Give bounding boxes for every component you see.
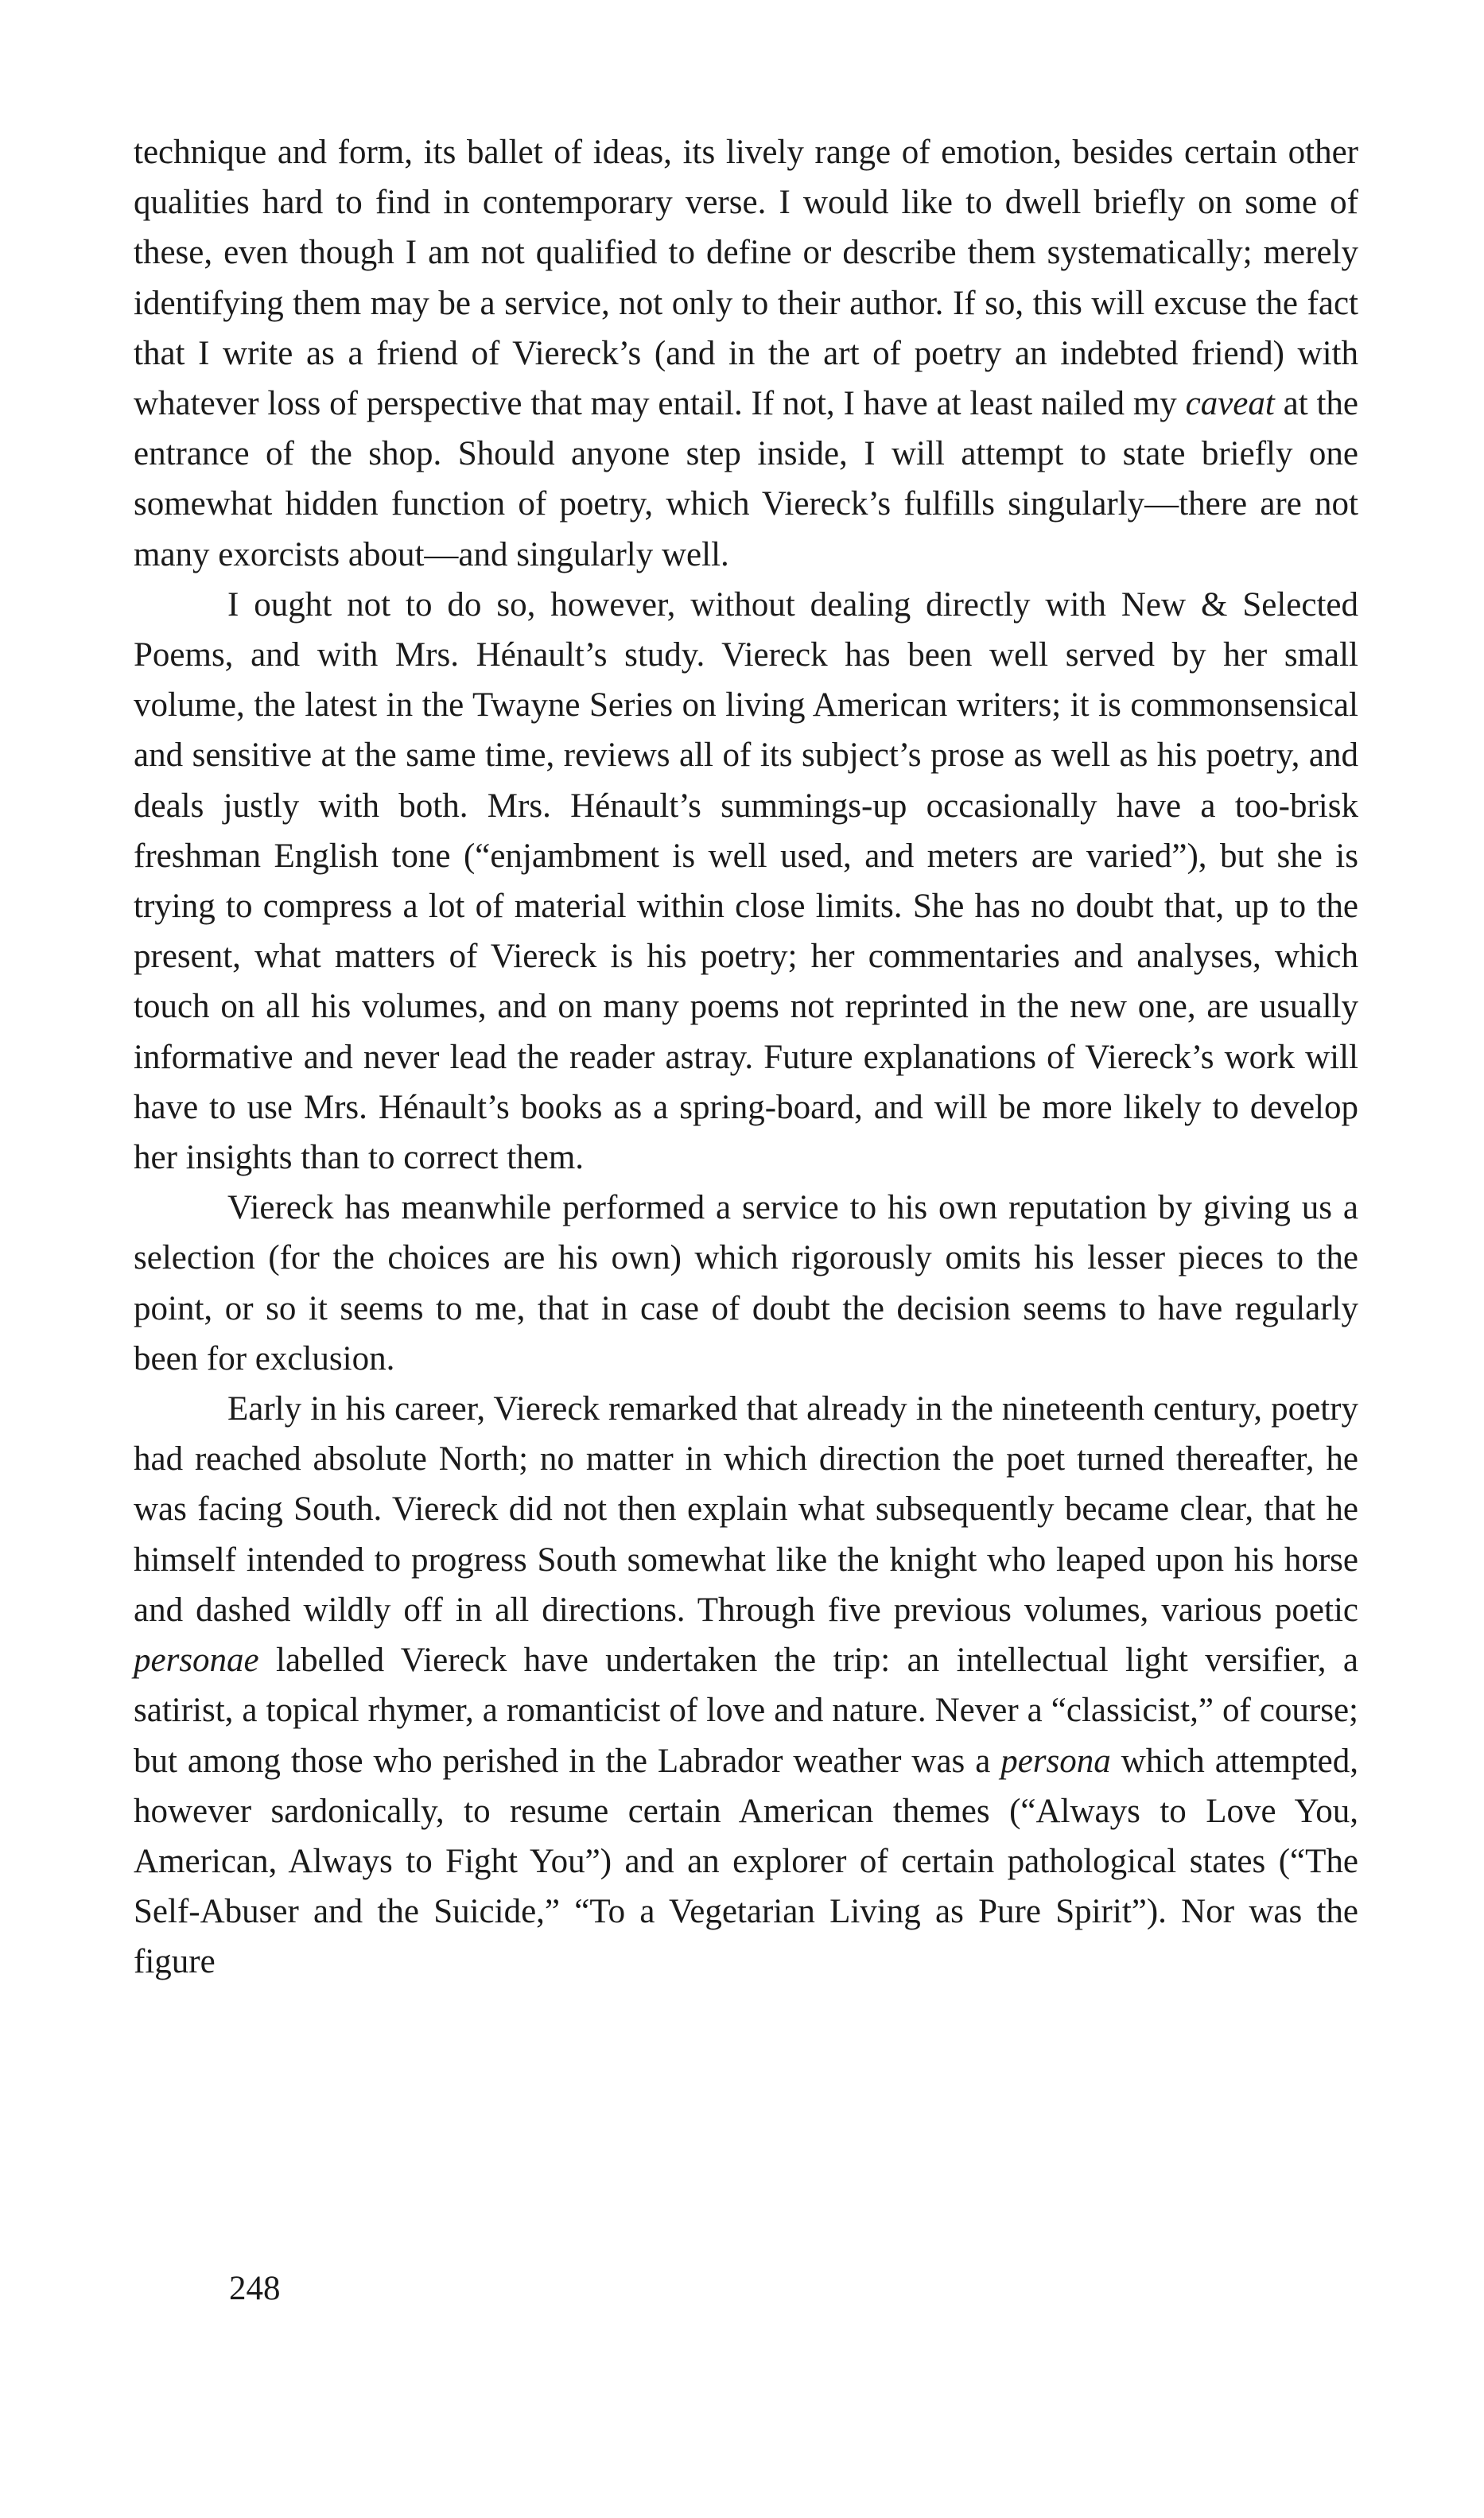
- text-run: which attempted, however sardonically, to resume certain American themes (“Always to Love You, American, Always to Fight You”) and an explorer of certain pathological states (“The Self-Abuser and the Suicide,” “To a Vegetarian Living as Pure Spirit”). Nor was the figure: [134, 1742, 1358, 1981]
- page-number: 248: [229, 2270, 281, 2307]
- italic-text-run: personae: [134, 1642, 259, 1680]
- paragraph-2: [134, 580, 1358, 1183]
- paragraph-3: [134, 1183, 1358, 1384]
- text-run: Early in his career, Viereck remarked that already in the nineteenth century, poetry had reached absolute North; no matter in which direction the poet turned thereafter, he was facing South. Viereck did not then explain what subsequently became clear, that he himself intended to progress South somewhat like the knight who leaped upon his horse and dashed wildly off in all directions. Through five previous volumes, various poetic: [134, 1390, 1358, 1629]
- text-run: at the entrance of the shop. Should anyone step inside, I will attempt to state briefly one somewhat hidden function of poetry, which Viereck’s fulfills singularly—there are not many exorcists about—and singularly well.: [134, 385, 1358, 573]
- text-run: Viereck has meanwhile performed a service to his own reputation by giving us a selection (for the choices are his own) which rigorously omits his lesser pieces to the point, or so it seems to me, that in case of doubt the decision seems to have regularly been for exclusion.: [134, 1189, 1358, 1378]
- italic-text-run: persona: [1000, 1742, 1111, 1780]
- paragraph-4: [134, 1384, 1358, 1987]
- text-run: I ought not to do so, however, without dealing directly with New & Selected Poems, and with Mrs. Hénault’s study. Viereck has been well served by her small volume, the latest in the Twayne Series on living American writers; it is commonsensical and sensitive at the same time, reviews all of its subject’s prose as well as his poetry, and deals justly with both. Mrs. Hénault’s summings-up occasionally have a too-brisk freshman English tone (“enjambment is well used, and meters are varied”), but she is trying to compress a lot of material within close limits. She has no doubt that, up to the present, what matters of Viereck is his poetry; her commentaries and analyses, which touch on all his volumes, and on many poems not reprinted in the new one, are usually informative and never lead the reader astray. Future explanations of Viereck’s work will have to use Mrs. Hénault’s books as a spring-board, and will be more likely to develop her insights than to correct them.: [134, 585, 1358, 1177]
- text-run: labelled Viereck have undertaken the trip: an intellectual light versifier, a satirist, a topical rhymer, a romanticist of love and nature. Never a “classicist,” of course; but among those who perished in the Labrador weather was a: [134, 1642, 1358, 1780]
- italic-text-run: caveat: [1185, 385, 1275, 423]
- page-body: [134, 127, 1358, 1988]
- text-run: technique and form, its ballet of ideas, its lively range of emotion, besides certain other qualities hard to find in contemporary verse. I would like to dwell briefly on some of these, even though I am not qualified to define or describe them systematically; merely identifying them may be a service, not only to their author. If so, this will excuse the fact that I write as a friend of Viereck’s (and in the art of poetry an indebted friend) with whatever loss of perspective that may entail. If not, I have at least nailed my: [134, 134, 1358, 423]
- paragraph-1: [134, 127, 1358, 580]
